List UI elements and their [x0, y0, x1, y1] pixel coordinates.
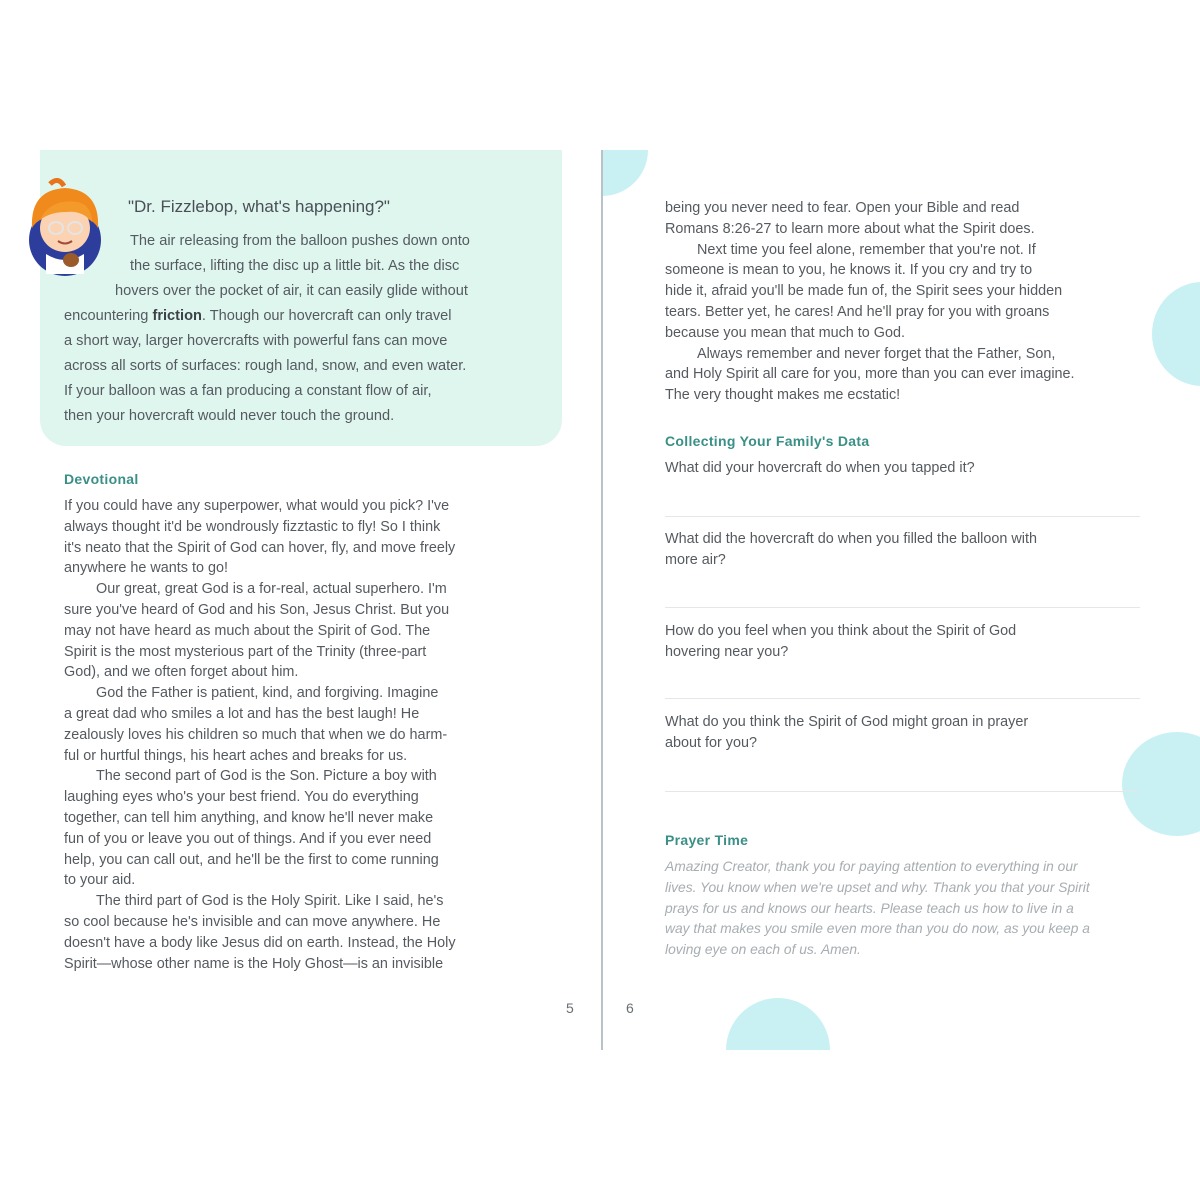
- devotional-line: a great dad who smiles a lot and has the best laugh! He: [64, 705, 420, 722]
- devotional-line: doesn't have a body like Jesus did on earth. Instead, the Holy: [64, 934, 456, 951]
- question-2: [665, 529, 1145, 571]
- question-line: more air?: [665, 551, 726, 568]
- devotional-heading: Devotional: [64, 471, 139, 487]
- devotional-line: to your aid.: [64, 872, 136, 889]
- continued-line: Romans 8:26-27 to learn more about what the Spirit does.: [665, 220, 1035, 237]
- callout-line: then your hovercraft would never touch the ground.: [64, 408, 395, 424]
- continued-line: and Holy Spirit all care for you, more than you can ever imagine.: [665, 366, 1075, 383]
- devotional-line: If you could have any superpower, what would you pick? I've: [64, 498, 450, 514]
- devotional-line: together, can tell him anything, and know he'll never make: [64, 809, 434, 826]
- callout-line: across all sorts of surfaces: rough land, snow, and even water.: [64, 358, 467, 374]
- decorative-dot: [602, 150, 648, 196]
- continued-line: tears. Better yet, he cares! And he'll pray for you with groans: [665, 303, 1050, 320]
- callout-line: The air releasing from the balloon pushes down onto: [130, 233, 470, 249]
- callout-text: [64, 229, 538, 429]
- callout-line: the surface, lifting the disc up a little bit. As the disc: [130, 258, 460, 274]
- devotional-line: may not have heard as much about the Spirit of God. The: [64, 622, 431, 639]
- answer-line: [665, 607, 1140, 608]
- continued-line: The very thought makes me ecstatic!: [665, 387, 901, 404]
- question-line: What did the hovercraft do when you filled the balloon with: [665, 531, 1037, 547]
- devotional-line: Spirit is the most mysterious part of the Trinity (three-part: [64, 643, 427, 660]
- question-line: about for you?: [665, 734, 758, 751]
- question-1: [665, 458, 1145, 479]
- continued-line: hide it, afraid you'll be made fun of, the Spirit sees your hidden: [665, 283, 1063, 300]
- prayer-text: [665, 857, 1090, 961]
- answer-line: [665, 698, 1140, 699]
- continued-text: [665, 198, 1075, 406]
- question-line: What do you think the Spirit of God might groan in prayer: [665, 714, 1029, 730]
- callout-text-span: . Though our hovercraft can only travel: [201, 308, 452, 324]
- devotional-line: always thought it'd be wondrously fizztastic to fly! So I think: [64, 518, 441, 535]
- continued-line: because you mean that much to God.: [665, 324, 905, 341]
- question-line: hovering near you?: [665, 643, 789, 660]
- prayer-line: Amazing Creator, thank you for paying attention to everything in our: [665, 859, 1078, 874]
- devotional-line: God), and we often forget about him.: [64, 664, 299, 681]
- devotional-line: so cool because he's invisible and can move anywhere. He: [64, 913, 441, 930]
- callout-text-span: encountering: [64, 308, 149, 324]
- answer-line: [665, 516, 1140, 517]
- decorative-dot: [1152, 282, 1200, 386]
- callout-line: If your balloon was a fan producing a constant flow of air,: [64, 383, 432, 399]
- question-3: [665, 621, 1145, 663]
- friction-term: friction: [152, 308, 202, 324]
- prayer-line: lives. You know when we're upset and why. Thank you that your Spirit: [665, 879, 1090, 895]
- devotional-line: God the Father is patient, kind, and forgiving. Imagine: [96, 685, 439, 702]
- callout-quote: "Dr. Fizzlebop, what's happening?": [128, 197, 390, 216]
- page-bottom-mask: [603, 1050, 1200, 1200]
- page-number-right: 6: [626, 1000, 634, 1016]
- callout-line: a short way, larger hovercrafts with powerful fans can move: [64, 333, 448, 349]
- devotional-text: [64, 496, 456, 974]
- page-gutter: [601, 150, 603, 1050]
- devotional-line: it's neato that the Spirit of God can hover, fly, and move freely: [64, 539, 456, 556]
- continued-line: Always remember and never forget that the Father, Son,: [697, 345, 1056, 362]
- continued-line: someone is mean to you, he knows it. If you cry and try to: [665, 262, 1033, 279]
- question-line: What did your hovercraft do when you tapped it?: [665, 460, 975, 476]
- question-4: [665, 712, 1145, 754]
- prayer-line: way that makes you smile even more than you do now, as you keep a: [665, 921, 1090, 937]
- devotional-line: The third part of God is the Holy Spirit. Like I said, he's: [96, 893, 444, 910]
- callout-line: [64, 304, 538, 329]
- devotional-line: help, you can call out, and he'll be the first to come running: [64, 851, 439, 868]
- devotional-line: The second part of God is the Son. Picture a boy with: [96, 768, 437, 785]
- devotional-line: Our great, great God is a for-real, actual superhero. I'm: [96, 581, 447, 598]
- question-line: How do you feel when you think about the Spirit of God: [665, 623, 1017, 639]
- devotional-line: Spirit—whose other name is the Holy Ghost—is an invisible: [64, 955, 444, 972]
- continued-line: Next time you feel alone, remember that you're not. If: [697, 241, 1036, 258]
- devotional-line: anywhere he wants to go!: [64, 560, 228, 577]
- prayer-line: loving eye on each of us. Amen.: [665, 942, 861, 958]
- devotional-line: sure you've heard of God and his Son, Jesus Christ. But you: [64, 601, 450, 618]
- continued-line: being you never need to fear. Open your Bible and read: [665, 200, 1020, 216]
- devotional-line: fun of you or leave you out of things. And if you ever need: [64, 830, 432, 847]
- answer-line: [665, 791, 1140, 792]
- callout-line: hovers over the pocket of air, it can easily glide without: [115, 283, 468, 299]
- data-heading: Collecting Your Family's Data: [665, 433, 870, 449]
- page-number-left: 5: [566, 1000, 574, 1016]
- prayer-heading: Prayer Time: [665, 832, 749, 848]
- devotional-line: laughing eyes who's your best friend. You do everything: [64, 789, 419, 806]
- devotional-line: ful or hurtful things, his heart aches and breaks for us.: [64, 747, 408, 764]
- devotional-line: zealously loves his children so much that when we do harm-: [64, 726, 448, 743]
- prayer-line: prays for us and knows our hearts. Please teach us how to live in a: [665, 900, 1074, 916]
